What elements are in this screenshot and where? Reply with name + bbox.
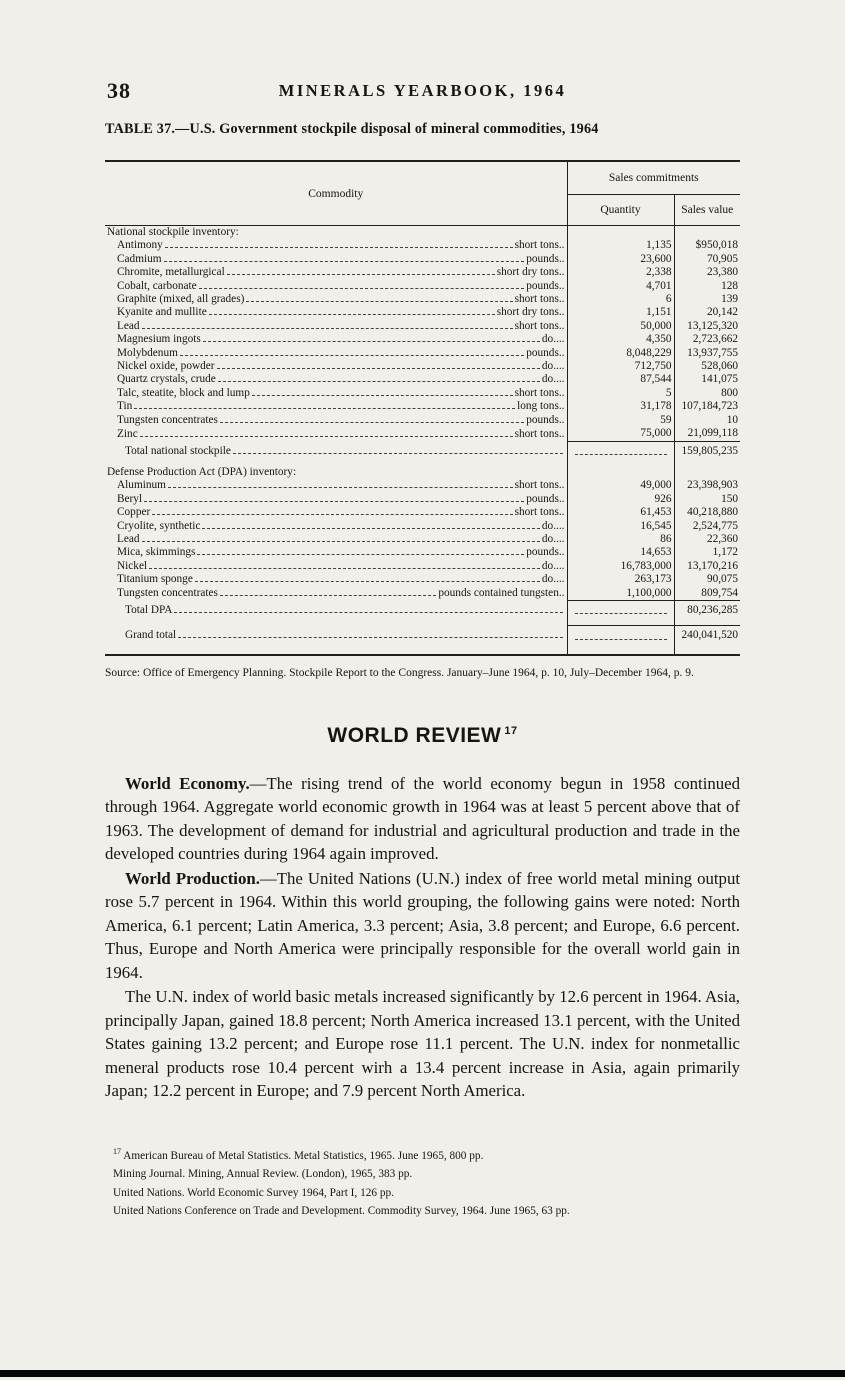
- stockpile-table: [105, 160, 740, 656]
- : [567, 617, 674, 626]
- table-row: [105, 306, 740, 319]
- commodity-cell: [105, 253, 567, 266]
- value-cell: 21,099,118: [674, 427, 740, 441]
- value-cell: 800: [674, 387, 740, 400]
- commodity-cell: [105, 400, 567, 413]
- : [105, 643, 567, 655]
- table-row: [105, 293, 740, 306]
- dotted-leader: [218, 380, 540, 382]
- commodity-name: Magnesium ingots: [117, 333, 201, 346]
- commodity-cell: [105, 373, 567, 386]
- table-row: [105, 253, 740, 266]
- quantity-cell: 59: [567, 414, 674, 427]
- unit-label: pounds..: [526, 279, 565, 292]
- paragraph-lead: World Economy.: [125, 773, 250, 793]
- commodity-name: Copper: [117, 506, 151, 519]
- table-row: [105, 280, 740, 293]
- commodity-name: Lead: [117, 319, 140, 332]
- quantity-cell: 2,338: [567, 266, 674, 279]
- unit-label: do....: [541, 360, 565, 373]
- table-row: [105, 387, 740, 400]
- commodity-cell: [105, 573, 567, 586]
- quantity-cell: 50,000: [567, 320, 674, 333]
- commodity-name: Tin: [117, 400, 133, 413]
- dotted-leader: [209, 313, 495, 315]
- value-cell: 128: [674, 280, 740, 293]
- table-row: [105, 587, 740, 601]
- commodity-cell: [105, 333, 567, 346]
- dotted-leader: [203, 340, 540, 342]
- value-cell: 139: [674, 293, 740, 306]
- table-source-note: Source: Office of Emergency Planning. Stockpile Report to the Congress. January–June 1964, p. 10, July–December 1964, p. 9.: [105, 666, 694, 679]
- paragraph-text: —The United Nations (U.N.) index of free world metal mining output rose 5.7 percent in 1964. Within this world grouping, the following gains were noted: North America, 6.1 percent; Latin America, 3.3 percent; Asia, 3.8 percent; and Europe, 6.6 percent. Thus, Europe and North America were principally responsible for the overall world gain in 1964.: [105, 868, 740, 982]
- dotted-leader: [246, 300, 512, 302]
- : [567, 643, 674, 655]
- value-cell: 13,125,320: [674, 320, 740, 333]
- value-cell: 13,937,755: [674, 347, 740, 360]
- commodity-name: Grand total: [125, 629, 177, 642]
- dotted-leader: [197, 553, 524, 555]
- dotted-leader: [180, 354, 524, 356]
- table-row: [105, 617, 740, 626]
- dotted-leader: [134, 407, 515, 409]
- commodity-cell: [105, 347, 567, 360]
- section-header-cell: Defense Production Act (DPA) inventory:: [107, 465, 297, 478]
- unit-label: short tons..: [514, 386, 565, 399]
- running-head: [105, 78, 740, 106]
- unit-label: pounds..: [526, 546, 565, 559]
- quantity-cell: 87,544: [567, 373, 674, 386]
- quantity-cell: 86: [567, 533, 674, 546]
- unit-label: short tons..: [514, 479, 565, 492]
- table-row: [105, 546, 740, 559]
- commodity-cell: [105, 293, 567, 306]
- commodity-name: Nickel: [117, 559, 148, 572]
- commodity-name: Graphite (mixed, all grades): [117, 293, 245, 306]
- table-row: [105, 373, 740, 386]
- paragraph-world-production: [105, 867, 740, 985]
- commodity-cell: [105, 587, 567, 601]
- value-cell: 141,075: [674, 373, 740, 386]
- table-row: [105, 239, 740, 252]
- commodity-name: Cobalt, carbonate: [117, 279, 197, 292]
- unit-label: do....: [541, 573, 565, 586]
- footnote-text: United Nations Conference on Trade and Development. Commodity Survey, 1964. June 1965, 63 pp.: [113, 1204, 570, 1217]
- quantity-cell: 1,135: [567, 239, 674, 252]
- footnote-line: [113, 1182, 743, 1200]
- paragraph-lead: World Production.: [125, 868, 260, 888]
- column-header-sales-commitments: Sales commitments: [567, 161, 740, 195]
- total-quantity-cell: [567, 604, 674, 617]
- value-cell: 23,398,903: [674, 479, 740, 492]
- commodity-cell: [105, 560, 567, 573]
- commodity-name: Beryl: [117, 492, 143, 505]
- table-row: [105, 560, 740, 573]
- commodity-cell: [105, 266, 567, 279]
- commodity-cell: [105, 427, 567, 441]
- : [567, 458, 674, 466]
- commodity-name: Lead: [117, 532, 140, 545]
- dotted-leader: [144, 500, 524, 502]
- quantity-cell: 16,545: [567, 520, 674, 533]
- value-cell: 22,360: [674, 533, 740, 546]
- table-header-row: [105, 161, 740, 195]
- quantity-cell: 5: [567, 387, 674, 400]
- : [105, 458, 567, 466]
- commodity-name: Zinc: [117, 427, 138, 440]
- value-cell: 528,060: [674, 360, 740, 373]
- value-cell: 2,524,775: [674, 520, 740, 533]
- no-data-dashes: [575, 638, 667, 640]
- paragraph-text: The U.N. index of world basic metals increased significantly by 12.6 percent in 1964. Asia, principally Japan, gained 18.8 percent; North America increased 13.1 percent, with the United States gaining 13.2 percent; and Europe rose 11.1 percent. The U.N. index for nonmetallic meneral products rose 10.4 percent wirh a 13.4 percent increase in Asia, again primarily Japan; 12.2 percent in Europe; and 7.9 percent North America.: [105, 987, 740, 1101]
- table-row: [105, 266, 740, 279]
- table-row: [105, 400, 740, 413]
- unit-label: do....: [541, 373, 565, 386]
- unit-label: short tons..: [514, 506, 565, 519]
- dotted-leader: [140, 435, 513, 437]
- value-cell: $950,018: [674, 239, 740, 252]
- table-row: [105, 533, 740, 546]
- unit-label: long tons..: [517, 400, 565, 413]
- : [674, 643, 740, 655]
- commodity-name: Cadmium: [117, 252, 162, 265]
- dotted-leader: [233, 452, 563, 454]
- total-label-cell: [105, 604, 567, 617]
- commodity-cell: [105, 320, 567, 333]
- quantity-cell: 75,000: [567, 427, 674, 441]
- commodity-name: Tungsten concentrates: [117, 587, 218, 600]
- commodity-cell: [105, 506, 567, 519]
- dotted-leader: [178, 636, 562, 638]
- dotted-leader: [217, 367, 540, 369]
- commodity-cell: [105, 360, 567, 373]
- unit-label: do....: [541, 532, 565, 545]
- section-heading-text: WORLD REVIEW: [327, 723, 502, 747]
- table-row: [105, 320, 740, 333]
- table-row: [105, 414, 740, 427]
- commodity-name: Nickel oxide, powder: [117, 360, 215, 373]
- dotted-leader: [142, 540, 540, 542]
- value-cell: 107,184,723: [674, 400, 740, 413]
- table-row: [105, 604, 740, 617]
- dotted-leader: [165, 246, 513, 248]
- table-row: [105, 493, 740, 506]
- page-bottom-rule: [0, 1370, 845, 1377]
- dotted-leader: [199, 287, 525, 289]
- column-header-commodity: Commodity: [105, 161, 567, 226]
- section-heading-world-review: [105, 724, 740, 748]
- quantity-cell: 1,100,000: [567, 587, 674, 601]
- commodity-cell: [105, 546, 567, 559]
- value-cell: 809,754: [674, 587, 740, 601]
- unit-label: do....: [541, 333, 565, 346]
- commodity-name: Cryolite, synthetic: [117, 519, 201, 532]
- value-cell: 13,170,216: [674, 560, 740, 573]
- quantity-cell: 14,653: [567, 546, 674, 559]
- footnotes-block: [105, 1145, 743, 1218]
- unit-label: short dry tons..: [496, 306, 565, 319]
- quantity-cell: 23,600: [567, 253, 674, 266]
- unit-label: short tons..: [514, 239, 565, 252]
- stockpile-table-body: [105, 226, 740, 655]
- : [567, 226, 674, 240]
- value-cell: 70,905: [674, 253, 740, 266]
- no-data-dashes: [575, 453, 667, 455]
- total-value-cell: 159,805,235: [674, 445, 740, 458]
- unit-label: pounds..: [526, 346, 565, 359]
- commodity-cell: [105, 520, 567, 533]
- quantity-cell: 61,453: [567, 506, 674, 519]
- footnote-marker: 17: [113, 1146, 121, 1156]
- commodity-name: Titanium sponge: [117, 573, 193, 586]
- : [674, 617, 740, 626]
- table-row: [105, 629, 740, 642]
- unit-label: pounds..: [526, 252, 565, 265]
- paragraph-world-economy: [105, 772, 740, 866]
- table-row: [105, 506, 740, 519]
- unit-label: short tons..: [514, 319, 565, 332]
- unit-label: short tons..: [514, 293, 565, 306]
- footnote-line: [113, 1145, 743, 1163]
- dotted-leader: [202, 527, 539, 529]
- commodity-cell: [105, 414, 567, 427]
- quantity-cell: 49,000: [567, 479, 674, 492]
- dotted-leader: [168, 486, 513, 488]
- page-number: 38: [107, 78, 131, 103]
- : [674, 458, 740, 466]
- total-label-cell: [105, 629, 567, 642]
- commodity-name: Aluminum: [117, 479, 166, 492]
- unit-label: pounds contained tungsten..: [438, 587, 565, 600]
- : [674, 466, 740, 479]
- dotted-leader: [252, 394, 513, 396]
- total-value-cell: 240,041,520: [674, 629, 740, 642]
- dotted-leader: [142, 327, 513, 329]
- value-cell: 23,380: [674, 266, 740, 279]
- quantity-cell: 926: [567, 493, 674, 506]
- dotted-leader: [195, 580, 540, 582]
- : [105, 617, 567, 626]
- value-cell: 10: [674, 414, 740, 427]
- : [674, 226, 740, 240]
- table-row: [105, 226, 740, 240]
- table-row: [105, 458, 740, 466]
- table-row: [105, 466, 740, 479]
- unit-label: do....: [541, 559, 565, 572]
- value-cell: 90,075: [674, 573, 740, 586]
- commodity-cell: [105, 479, 567, 492]
- commodity-cell: [105, 239, 567, 252]
- dotted-leader: [220, 594, 436, 596]
- unit-label: do....: [541, 519, 565, 532]
- paragraph-basic-metals: [105, 985, 740, 1103]
- footnote-line: [113, 1200, 743, 1218]
- table-row: [105, 479, 740, 492]
- commodity-cell: [105, 280, 567, 293]
- commodity-cell: [105, 387, 567, 400]
- table-row: [105, 520, 740, 533]
- quantity-cell: 16,783,000: [567, 560, 674, 573]
- total-quantity-cell: [567, 629, 674, 642]
- dotted-leader: [152, 513, 512, 515]
- table-row: [105, 333, 740, 346]
- column-header-sales-value: Sales value: [674, 195, 740, 226]
- commodity-name: Molybdenum: [117, 346, 178, 359]
- footnote-text: Mining Journal. Mining, Annual Review. (London), 1965, 383 pp.: [113, 1167, 413, 1180]
- table-row: [105, 643, 740, 655]
- commodity-name: Kyanite and mullite: [117, 306, 207, 319]
- footnote-text: United Nations. World Economic Survey 1964, Part I, 126 pp.: [113, 1186, 394, 1199]
- quantity-cell: 8,048,229: [567, 347, 674, 360]
- commodity-name: Talc, steatite, block and lump: [117, 386, 250, 399]
- dotted-leader: [227, 273, 495, 275]
- table-title: TABLE 37.—U.S. Government stockpile disposal of mineral commodities, 1964: [105, 121, 599, 137]
- dotted-leader: [174, 611, 562, 613]
- value-cell: 150: [674, 493, 740, 506]
- dotted-leader: [149, 567, 540, 569]
- table-row: [105, 427, 740, 441]
- unit-label: short dry tons..: [496, 266, 565, 279]
- footnote-text: American Bureau of Metal Statistics. Metal Statistics, 1965. June 1965, 800 pp.: [121, 1149, 484, 1162]
- column-header-quantity: Quantity: [567, 195, 674, 226]
- value-cell: 40,218,880: [674, 506, 740, 519]
- quantity-cell: 712,750: [567, 360, 674, 373]
- quantity-cell: 4,701: [567, 280, 674, 293]
- unit-label: pounds..: [526, 492, 565, 505]
- footnote-line: [113, 1163, 743, 1181]
- section-heading-footnote-marker: 17: [504, 724, 518, 737]
- quantity-cell: 263,173: [567, 573, 674, 586]
- total-label-cell: [105, 445, 567, 458]
- quantity-cell: 1,151: [567, 306, 674, 319]
- quantity-cell: 31,178: [567, 400, 674, 413]
- total-value-cell: 80,236,285: [674, 604, 740, 617]
- quantity-cell: 6: [567, 293, 674, 306]
- commodity-name: Total national stockpile: [125, 444, 231, 457]
- running-title: MINERALS YEARBOOK, 1964: [278, 81, 567, 100]
- commodity-name: Quartz crystals, crude: [117, 373, 216, 386]
- commodity-cell: [105, 533, 567, 546]
- no-data-dashes: [575, 612, 667, 614]
- value-cell: 20,142: [674, 306, 740, 319]
- table-row: [105, 445, 740, 458]
- unit-label: short tons..: [514, 427, 565, 440]
- unit-label: pounds..: [526, 413, 565, 426]
- commodity-name: Total DPA: [125, 603, 173, 616]
- section-header-cell: National stockpile inventory:: [107, 226, 239, 238]
- dotted-leader: [164, 260, 525, 262]
- dotted-leader: [220, 421, 524, 423]
- total-quantity-cell: [567, 445, 674, 458]
- commodity-cell: [105, 493, 567, 506]
- value-cell: 1,172: [674, 546, 740, 559]
- commodity-name: Chromite, metallurgical: [117, 266, 225, 279]
- commodity-name: Mica, skimmings: [117, 546, 196, 559]
- commodity-name: Antimony: [117, 239, 163, 252]
- commodity-cell: [105, 306, 567, 319]
- table-row: [105, 573, 740, 586]
- value-cell: 2,723,662: [674, 333, 740, 346]
- table-row: [105, 347, 740, 360]
- paragraph-text: —The rising trend of the world economy begun in 1958 continued through 1964. Aggregate world economic growth in 1964 was at least 5 percent above that of 1963. The development of demand for industrial and agricultural production and trade in the developed countries during 1964 again improved.: [105, 773, 740, 864]
- quantity-cell: 4,350: [567, 333, 674, 346]
- : [567, 466, 674, 479]
- table-row: [105, 360, 740, 373]
- commodity-name: Tungsten concentrates: [117, 413, 218, 426]
